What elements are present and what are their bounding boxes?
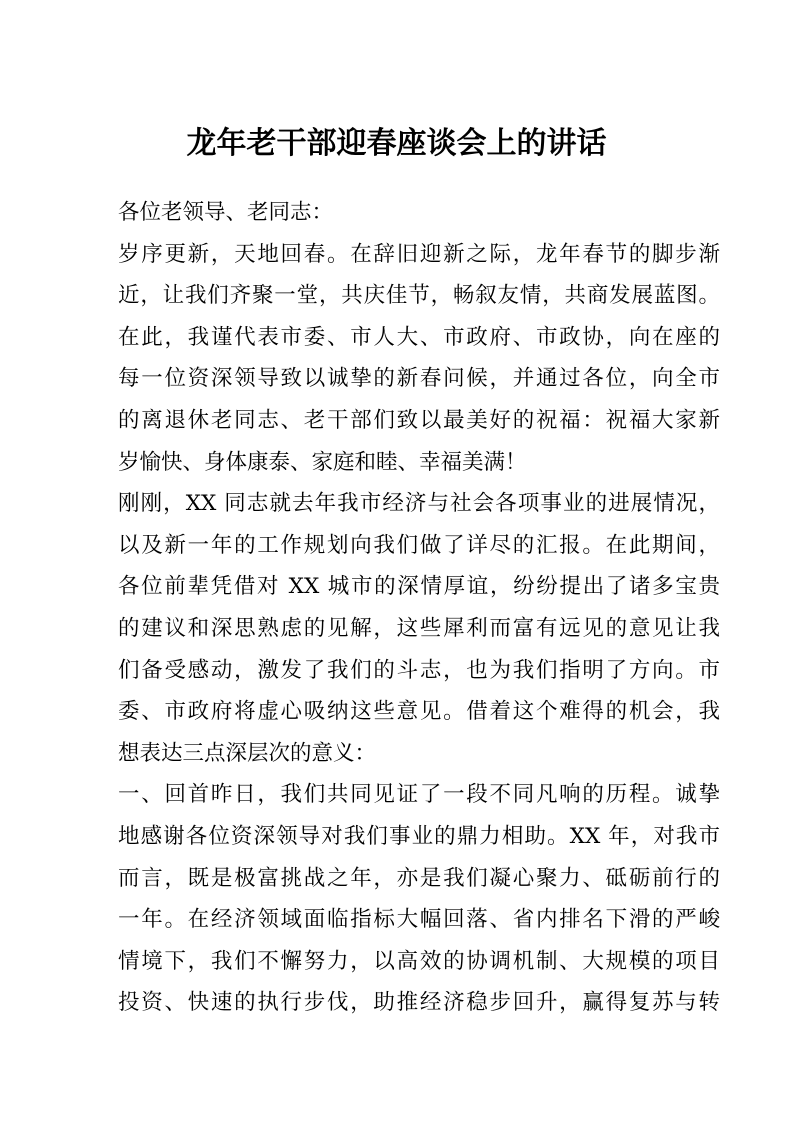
text-line: 而言，既是极富挑战之年，亦是我们凝心聚力、砥砺前行的 (118, 865, 720, 891)
document-title: 龙年老干部迎春座谈会上的讲话 (186, 126, 607, 161)
text-line: 的离退休老同志、老干部们致以最美好的祝福：祝福大家新 (118, 407, 720, 433)
paragraph (118, 192, 720, 234)
text-line: 岁愉快、身体康泰、家庭和睦、幸福美满！ (118, 449, 527, 475)
text-line: 投资、快速的执行步伐，助推经济稳步回升，赢得复苏与转 (118, 990, 720, 1016)
text-line: 们备受感动，激发了我们的斗志，也为我们指明了方向。市 (118, 657, 720, 683)
text-line: 每一位资深领导致以诚挚的新春问候，并通过各位，向全市 (118, 366, 720, 392)
paragraph (118, 234, 720, 484)
paragraph (118, 774, 720, 1024)
text-line: 想表达三点深层次的意义： (118, 740, 377, 766)
text-line: 在此，我谨代表市委、市人大、市政府、市政协，向在座的 (118, 324, 720, 350)
text-line: 地感谢各位资深领导对我们事业的鼎力相助。XX 年，对我市 (118, 823, 720, 849)
text-line: 一、回首昨日，我们共同见证了一段不同凡响的历程。诚挚 (118, 782, 720, 808)
text-line: 的建议和深思熟虑的见解，这些犀利而富有远见的意见让我 (118, 615, 720, 641)
paragraph (118, 483, 720, 774)
text-line: 岁序更新，天地回春。在辞旧迎新之际，龙年春节的脚步渐 (118, 241, 720, 267)
text-line: 近，让我们齐聚一堂，共庆佳节，畅叙友情，共商发展蓝图。 (118, 283, 720, 309)
text-line: 委、市政府将虚心吸纳这些意见。借着这个难得的机会，我 (118, 699, 720, 725)
text-line: 一年。在经济领域面临指标大幅回落、省内排名下滑的严峻 (118, 907, 720, 933)
document-body (118, 192, 720, 1024)
text-line: 情境下，我们不懈努力，以高效的协调机制、大规模的项目 (118, 948, 720, 974)
text-line: 各位老领导、老同志： (118, 200, 334, 225)
text-line: 以及新一年的工作规划向我们做了详尽的汇报。在此期间， (118, 532, 720, 558)
text-line: 各位前辈凭借对 XX 城市的深情厚谊，纷纷提出了诸多宝贵 (118, 574, 720, 600)
text-line: 刚刚，XX 同志就去年我市经济与社会各项事业的进展情况， (118, 491, 720, 517)
